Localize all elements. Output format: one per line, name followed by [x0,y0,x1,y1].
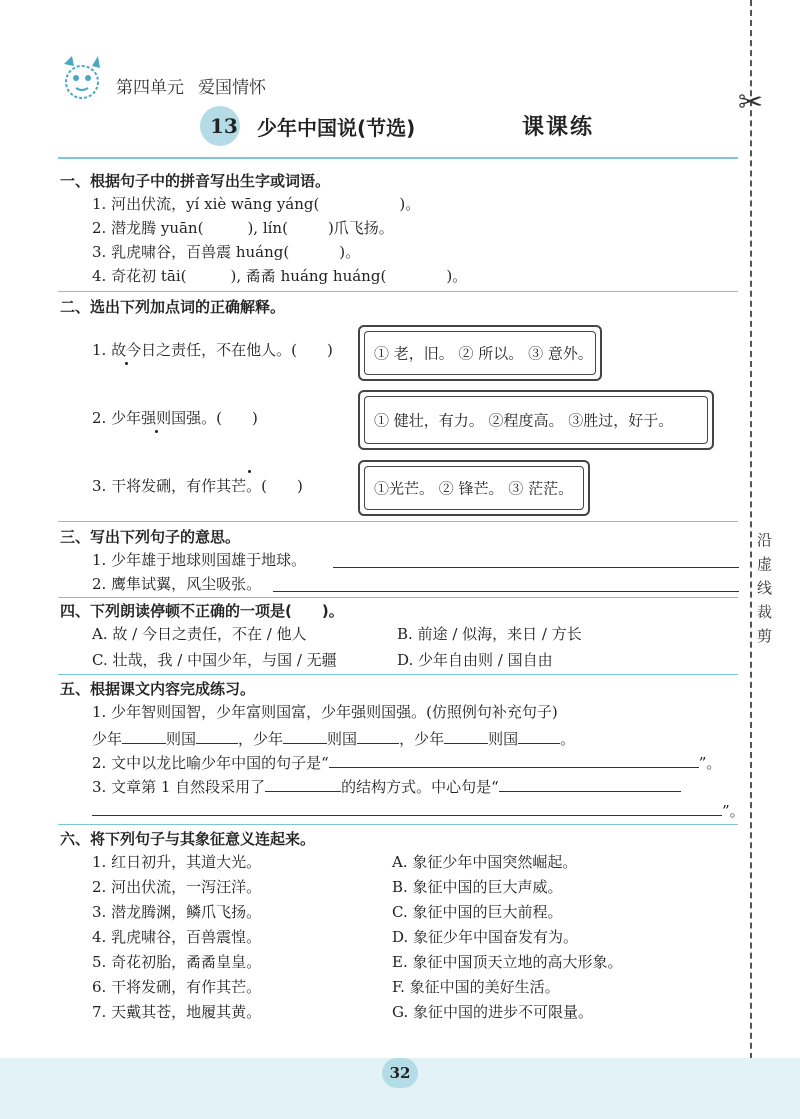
section-1-title: 一、根据句子中的拼音写出生字或词语。 [60,172,331,190]
s3-question-1: 1. 少年雄于地球则国雄于地球。 [92,551,307,569]
section-6-title: 六、将下列句子与其象征意义连起来。 [60,830,316,848]
match-right-item: C. 象征中国的巨大前程。 [392,903,563,921]
match-left-item: 7. 天戴其苍，地履其黄。 [92,1003,262,1021]
match-right-item: B. 象征中国的巨大声威。 [392,878,563,896]
s2-question-1: 1. 故今日之责任，不在他人。( ) [92,341,333,359]
s3-question-2: 2. 鹰隼试翼，风尘吸张。 [92,575,262,593]
emphasis-dot [155,430,158,433]
cut-instruction: 沿虚线裁剪 [757,531,773,645]
lesson-number-badge [200,106,240,146]
s2-question-3: 3. 干将发硎，有作其芒。( ) [92,477,303,495]
scissors-icon: ✂ [738,85,764,120]
match-right-item: A. 象征少年中国突然崛起。 [392,853,578,871]
match-left-item: 1. 红日初升，其道大光。 [92,853,262,871]
s4-option-c: C. 壮哉，我 / 中国少年，与国 / 无疆 [92,651,337,669]
header-divider [58,157,738,159]
lesson-number: 13 [210,114,238,138]
unit-heading [116,73,280,98]
s4-option-b: B. 前途 / 似海，来日 / 方长 [397,625,582,643]
exercise-type: 课课练 [522,115,595,140]
options-scroll-3 [358,460,590,516]
page-number: 32 [382,1058,418,1088]
cut-dashed-line [750,0,752,1119]
s4-option-d: D. 少年自由则 / 国自由 [397,651,553,669]
s1-item-4: 4. 奇花初 tāi( ), 矞矞 huáng huáng( )。 [92,267,468,285]
s1-item-2: 2. 潜龙腾 yuān( ), lín( )爪飞扬。 [92,219,394,237]
divider [58,291,738,292]
s4-option-a: A. 故 / 今日之责任，不在 / 他人 [92,625,307,643]
options-2-text: ① 健壮，有力。 ②程度高。 ③胜过，好于。 [374,411,674,430]
options-scroll-2 [358,390,714,450]
match-right-item: E. 象征中国顶天立地的高大形象。 [392,953,623,971]
s5-question-3-cont: ”。 [92,800,745,821]
divider [58,824,738,825]
match-left-item: 3. 潜龙腾渊，鳞爪飞扬。 [92,903,262,921]
s1-item-3: 3. 乳虎啸谷，百兽震 huáng( )。 [92,243,361,261]
answer-line [333,567,739,568]
divider [58,597,738,598]
match-left-item: 6. 干将发硎，有作其芒。 [92,978,262,996]
unit-theme: 爱国情怀 [198,78,266,98]
section-3-title: 三、写出下列句子的意思。 [60,528,241,546]
lesson-title: 少年中国说(节选) [257,116,416,140]
match-left-item: 5. 奇花初胎，矞矞皇皇。 [92,953,262,971]
section-4-title: 四、下列朗读停顿不正确的一项是( )。 [60,602,344,620]
options-3-text: ①光芒。 ② 锋芒。 ③ 茫茫。 [374,479,574,498]
s5-fill-row: 少年 则国 ，少年 则国 ，少年 则国 。 [92,730,576,748]
match-right-item: G. 象征中国的进步不可限量。 [392,1003,593,1021]
mascot-icon [58,52,108,104]
emphasis-dot [248,470,251,473]
s5-question-3: 3. 文章第 1 自然段采用了 的结构方式。中心句是“ [92,776,681,797]
s5-question-2: 2. 文中以龙比喻少年中国的句子是“ ”。 [92,754,722,772]
section-5-title: 五、根据课文内容完成练习。 [60,680,256,698]
divider [58,674,738,675]
s5-question-1: 1. 少年智则国智，少年富则国富，少年强则国强。(仿照例句补充句子) [92,703,558,721]
s2-question-2: 2. 少年强则国强。( ) [92,409,258,427]
unit-label: 第四单元 [116,78,184,98]
s1-item-1: 1. 河出伏流，yí xiè wāng yáng( )。 [92,195,421,213]
match-left-item: 4. 乳虎啸谷，百兽震惶。 [92,928,262,946]
match-right-item: D. 象征少年中国奋发有为。 [392,928,579,946]
options-1-text: ① 老，旧。 ② 所以。 ③ 意外。 [374,344,593,363]
options-scroll-1 [358,325,602,381]
divider [58,521,738,522]
emphasis-dot [125,362,128,365]
section-2-title: 二、选出下列加点词的正确解释。 [60,298,286,316]
match-left-item: 2. 河出伏流，一泻汪洋。 [92,878,262,896]
match-right-item: F. 象征中国的美好生活。 [392,978,560,996]
answer-line [273,591,739,592]
